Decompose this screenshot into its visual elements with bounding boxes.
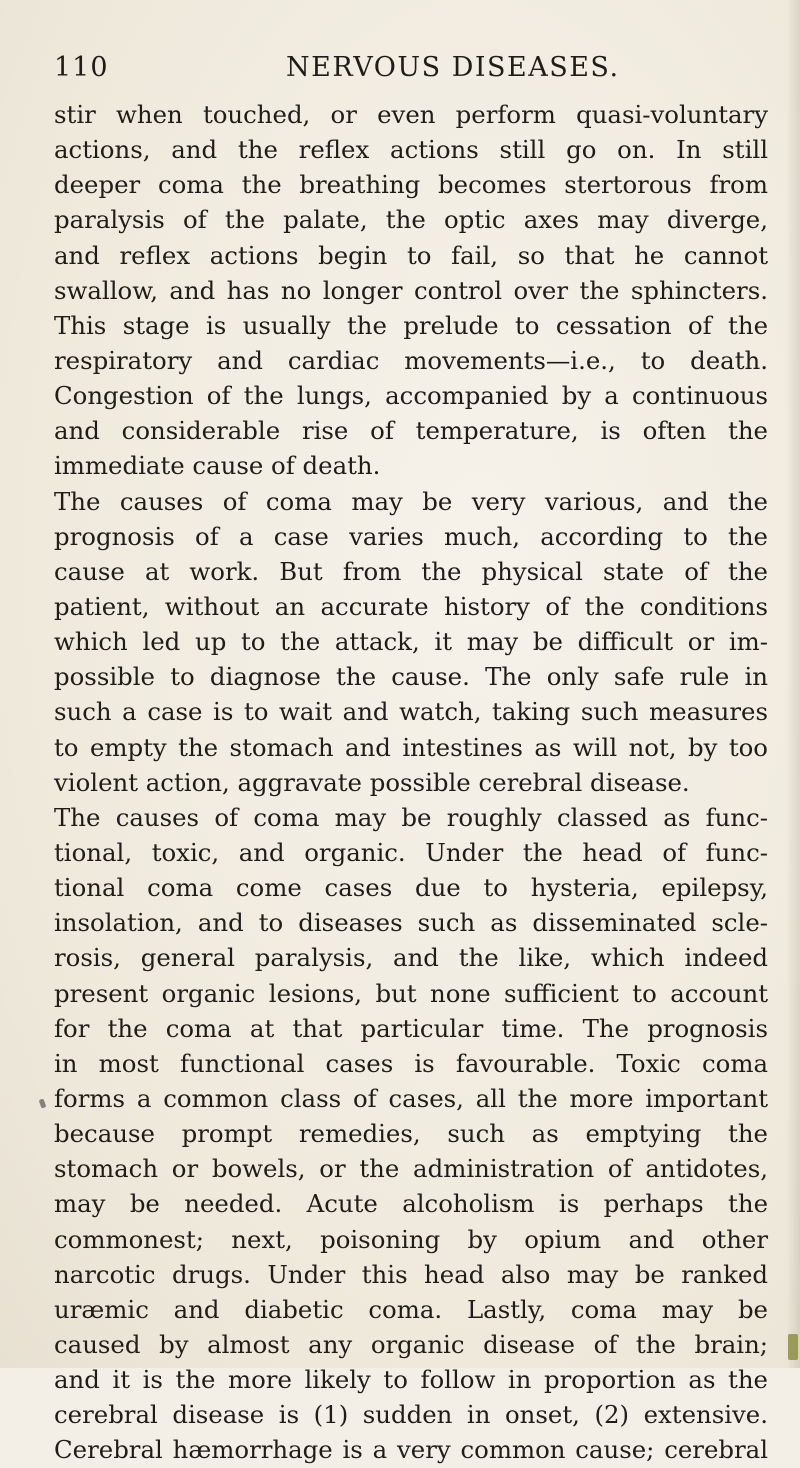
page-edge-shadow — [786, 0, 800, 1368]
text-line: patient, without an accurate history of the conditions — [54, 591, 768, 621]
text-line: swallow, and has no longer control over the sphincters. — [54, 275, 768, 305]
body-text — [54, 97, 768, 1467]
text-line: to empty the stomach and intestines as will not, by too — [54, 732, 768, 762]
text-line: insolation, and to diseases such as disseminated scle- — [54, 908, 768, 938]
text-line: The causes of coma may be very various, and the — [54, 486, 768, 516]
text-line: forms a common class of cases, all the more important — [54, 1083, 768, 1113]
text-line: rosis, general paralysis, and the like, which indeed — [54, 943, 768, 973]
text-line: Cerebral hæmorrhage is a very common cause; cerebral — [54, 1435, 768, 1465]
text-line: present organic lesions, but none sufficient to account — [54, 978, 768, 1008]
text-line: narcotic drugs. Under this head also may be ranked — [54, 1259, 768, 1289]
text-line: stomach or bowels, or the administration of antidotes, — [54, 1154, 768, 1184]
text-line: which led up to the attack, it may be difficult or im- — [54, 627, 768, 657]
text-line: prognosis of a case varies much, according to the — [54, 521, 768, 551]
text-line: possible to diagnose the cause. The only safe rule in — [54, 662, 768, 692]
ink-speck — [39, 1098, 47, 1108]
text-line: for the coma at that particular time. The prognosis — [54, 1013, 768, 1043]
text-line: and it is the more likely to follow in proportion as the — [54, 1365, 768, 1395]
text-line: cause at work. But from the physical state of the — [54, 556, 768, 586]
text-line: such a case is to wait and watch, taking such measures — [54, 697, 768, 727]
text-line: caused by almost any organic disease of the brain; — [54, 1329, 768, 1359]
text-line: cerebral disease is (1) sudden in onset, (2) extensive. — [54, 1400, 768, 1430]
text-line: actions, and the reflex actions still go on. In still — [54, 135, 768, 165]
text-line: immediate cause of death. — [54, 451, 381, 481]
text-line: This stage is usually the prelude to cessation of the — [54, 310, 768, 340]
text-line: stir when touched, or even perform quasi-voluntary — [54, 100, 768, 129]
text-line: in most functional cases is favourable. Toxic coma — [54, 1048, 768, 1078]
text-line: Congestion of the lungs, accompanied by a continuous — [54, 381, 768, 411]
text-line: The causes of coma may be roughly classed as func- — [54, 802, 768, 832]
running-title: NERVOUS DISEASES. — [286, 52, 620, 83]
text-line: paralysis of the palate, the optic axes may diverge, — [54, 205, 768, 235]
page-number: 110 — [54, 52, 109, 83]
page-header — [54, 52, 754, 92]
text-line: because prompt remedies, such as emptying the — [54, 1119, 768, 1149]
text-line: and reflex actions begin to fail, so that he cannot — [54, 240, 768, 270]
text-line: commonest; next, poisoning by opium and other — [54, 1224, 768, 1254]
page-corner-mark — [788, 1334, 798, 1360]
text-line: and considerable rise of temperature, is often the — [54, 416, 768, 446]
text-line: may be needed. Acute alcoholism is perhaps the — [54, 1189, 768, 1219]
text-line: tional, toxic, and organic. Under the head of func- — [54, 837, 768, 867]
text-line: violent action, aggravate possible cerebral disease. — [54, 767, 690, 797]
text-line: deeper coma the breathing becomes stertorous from — [54, 170, 768, 200]
text-line: uræmic and diabetic coma. Lastly, coma may be — [54, 1294, 768, 1324]
text-line: respiratory and cardiac movements—i.e., to death. — [54, 345, 768, 375]
text-line: tional coma come cases due to hysteria, epilepsy, — [54, 873, 768, 903]
